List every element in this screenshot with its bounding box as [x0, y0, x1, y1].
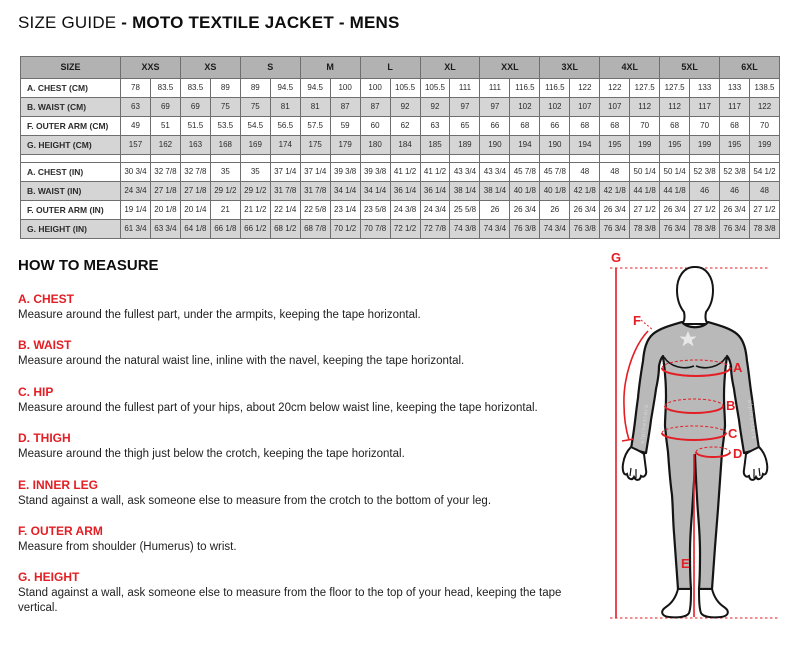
measurement-cell: 122	[600, 79, 630, 98]
measurement-cell: 66	[540, 117, 570, 136]
measurement-cell: 68	[720, 117, 750, 136]
measure-item-label: G. HEIGHT	[18, 570, 80, 585]
measurement-cell: 31 7/8	[300, 182, 330, 201]
table-row-b-waist-in	[21, 182, 780, 201]
measurement-cell: 105.5	[390, 79, 420, 98]
measurement-cell: 133	[690, 79, 720, 98]
measurement-cell: 199	[690, 136, 720, 155]
measurement-cell: 133	[720, 79, 750, 98]
figure-hand-right	[744, 447, 767, 480]
arm-watermark-right: alpinestars	[746, 399, 757, 441]
measurement-cell: 38 1/4	[450, 182, 480, 201]
measurement-cell: 122	[750, 98, 780, 117]
measurement-cell: 70	[690, 117, 720, 136]
measurement-cell: 32 7/8	[180, 163, 210, 182]
measurement-cell: 87	[330, 98, 360, 117]
measurement-cell: 78 3/8	[750, 220, 780, 239]
measurement-cell: 78 3/8	[690, 220, 720, 239]
measurement-cell: 199	[630, 136, 660, 155]
measurement-cell: 72 7/8	[420, 220, 450, 239]
measurement-cell: 111	[480, 79, 510, 98]
spacer-cell	[360, 155, 390, 163]
measure-item-description: Measure from shoulder (Humerus) to wrist.	[18, 540, 237, 553]
size-column-header-xs: XS	[180, 57, 240, 79]
measurement-cell: 190	[480, 136, 510, 155]
measurement-cell: 64 1/8	[180, 220, 210, 239]
measurement-cell: 76 3/4	[720, 220, 750, 239]
measurement-cell: 31 7/8	[270, 182, 300, 201]
measurement-cell: 45 7/8	[540, 163, 570, 182]
row-label-b-waist-in: B. WAIST (IN)	[21, 182, 121, 201]
measurement-cell: 97	[480, 98, 510, 117]
spacer-cell	[330, 155, 360, 163]
marker-c-label: C	[728, 426, 738, 441]
measurement-cell: 27 1/2	[630, 201, 660, 220]
measurement-figure	[600, 240, 800, 642]
spacer-cell	[600, 155, 630, 163]
measurement-cell: 78 3/8	[630, 220, 660, 239]
measurement-cell: 76 3/4	[600, 220, 630, 239]
measurement-cell: 50 1/4	[630, 163, 660, 182]
measurement-cell: 168	[210, 136, 240, 155]
measurement-cell: 20 1/4	[180, 201, 210, 220]
size-guide-table	[20, 56, 780, 239]
measurement-cell: 53.5	[210, 117, 240, 136]
measurement-cell: 29 1/2	[210, 182, 240, 201]
measurement-cell: 94.5	[270, 79, 300, 98]
measurement-cell: 89	[210, 79, 240, 98]
spacer-cell	[21, 155, 121, 163]
measure-item-g-height	[18, 570, 603, 615]
measurement-cell: 68	[600, 117, 630, 136]
measurement-cell: 190	[540, 136, 570, 155]
measure-item-label: D. THIGH	[18, 431, 71, 446]
measurement-cell: 76 3/4	[660, 220, 690, 239]
measurement-cell: 34 1/4	[360, 182, 390, 201]
measurement-cell: 107	[570, 98, 600, 117]
measure-item-e-inner-leg	[18, 478, 603, 508]
measure-item-description: Measure around the fullest part of your hips, about 20cm below waist line, keeping the tape horizontal.	[18, 401, 538, 414]
spacer-cell	[570, 155, 600, 163]
measurement-cell: 127.5	[660, 79, 690, 98]
measurement-cell: 92	[390, 98, 420, 117]
measurement-cell: 74 3/4	[480, 220, 510, 239]
measurement-cell: 66 1/8	[210, 220, 240, 239]
size-column-header-6xl: 6XL	[720, 57, 780, 79]
measurement-cell: 36 1/4	[420, 182, 450, 201]
measurement-cell: 70	[630, 117, 660, 136]
measurement-cell: 94.5	[300, 79, 330, 98]
spacer-cell	[240, 155, 270, 163]
measurement-cell: 199	[750, 136, 780, 155]
measurement-cell: 42 1/8	[570, 182, 600, 201]
spacer-cell	[660, 155, 690, 163]
marker-a-label: A	[733, 360, 743, 375]
marker-f-label: F	[633, 313, 641, 328]
measurement-cell: 117	[720, 98, 750, 117]
measurement-cell: 102	[540, 98, 570, 117]
how-to-measure-section	[18, 257, 603, 631]
measurement-cell: 100	[360, 79, 390, 98]
measure-item-description: Measure around the fullest part, under the armpits, keeping the tape horizontal.	[18, 309, 421, 321]
measurement-cell: 35	[240, 163, 270, 182]
measurement-cell: 112	[630, 98, 660, 117]
measurement-cell: 37 1/4	[300, 163, 330, 182]
measurement-cell: 44 1/8	[630, 182, 660, 201]
spacer-cell	[720, 155, 750, 163]
measurement-cell: 87	[360, 98, 390, 117]
measurement-cell: 102	[510, 98, 540, 117]
measurement-cell: 195	[660, 136, 690, 155]
measurement-cell: 138.5	[750, 79, 780, 98]
measurement-cell: 26 3/4	[570, 201, 600, 220]
measurement-cell: 24 3/4	[420, 201, 450, 220]
measurement-cell: 69	[150, 98, 180, 117]
measurement-cell: 78	[121, 79, 151, 98]
row-label-g-height-in: G. HEIGHT (IN)	[21, 220, 121, 239]
measurement-cell: 46	[690, 182, 720, 201]
measurement-cell: 184	[390, 136, 420, 155]
measurement-cell: 23 5/8	[360, 201, 390, 220]
spacer-cell	[450, 155, 480, 163]
spacer-cell	[270, 155, 300, 163]
measurement-cell: 40 1/8	[540, 182, 570, 201]
size-header-row	[21, 57, 780, 79]
measure-item-description: Stand against a wall, ask someone else to measure from the floor to the top of your head, keeping the tape vertical.	[18, 587, 562, 614]
measurement-cell: 45 7/8	[510, 163, 540, 182]
spacer-cell	[210, 155, 240, 163]
table-spacer-row	[21, 155, 780, 163]
size-column-header-xl: XL	[420, 57, 480, 79]
size-column-header-m: M	[300, 57, 360, 79]
measurement-cell: 56.5	[270, 117, 300, 136]
spacer-cell	[690, 155, 720, 163]
spacer-cell	[480, 155, 510, 163]
row-label-a-chest-in: A. CHEST (IN)	[21, 163, 121, 182]
page-title-main: - MOTO TEXTILE JACKET - MENS	[121, 13, 400, 32]
measurement-cell: 27 1/2	[750, 201, 780, 220]
spacer-cell	[390, 155, 420, 163]
spacer-cell	[750, 155, 780, 163]
measurement-cell: 50 1/4	[660, 163, 690, 182]
measurement-cell: 63 3/4	[150, 220, 180, 239]
measure-item-a-chest	[18, 292, 603, 322]
measurement-cell: 27 1/2	[690, 201, 720, 220]
marker-e-label: E	[681, 556, 690, 571]
measurement-cell: 105.5	[420, 79, 450, 98]
measurement-cell: 51	[150, 117, 180, 136]
measurement-cell: 60	[360, 117, 390, 136]
measurement-cell: 174	[270, 136, 300, 155]
size-corner-header: SIZE	[21, 57, 121, 79]
page-title-prefix: SIZE GUIDE	[18, 13, 122, 32]
measure-item-f-outer-arm	[18, 524, 603, 554]
table-row-a-chest-in	[21, 163, 780, 182]
measurement-cell: 37 1/4	[270, 163, 300, 182]
measurement-cell: 35	[210, 163, 240, 182]
measurement-cell: 68 1/2	[270, 220, 300, 239]
measure-item-label: A. CHEST	[18, 292, 75, 306]
row-label-g-height-cm: G. HEIGHT (CM)	[21, 136, 121, 155]
spacer-cell	[510, 155, 540, 163]
marker-g-label: G	[610, 250, 622, 265]
measurement-cell: 89	[240, 79, 270, 98]
measurement-cell: 195	[600, 136, 630, 155]
measurement-cell: 49	[121, 117, 151, 136]
size-column-header-xxs: XXS	[121, 57, 181, 79]
measure-item-c-hip	[18, 385, 603, 415]
measurement-cell: 70 1/2	[330, 220, 360, 239]
measurement-cell: 26	[540, 201, 570, 220]
table-row-b-waist-cm	[21, 98, 780, 117]
measurement-cell: 44 1/8	[660, 182, 690, 201]
measurement-cell: 52 3/8	[690, 163, 720, 182]
measurement-cell: 48	[570, 163, 600, 182]
measurement-cell: 83.5	[180, 79, 210, 98]
measurement-cell: 70	[750, 117, 780, 136]
measurement-cell: 122	[570, 79, 600, 98]
figure-svg	[600, 240, 800, 642]
measurement-cell: 175	[300, 136, 330, 155]
measurement-cell: 72 1/2	[390, 220, 420, 239]
measurement-cell: 63	[420, 117, 450, 136]
size-column-header-3xl: 3XL	[540, 57, 600, 79]
spacer-cell	[121, 155, 151, 163]
measurement-cell: 81	[300, 98, 330, 117]
measurement-cell: 81	[270, 98, 300, 117]
measurement-cell: 61 3/4	[121, 220, 151, 239]
measurement-cell: 117	[690, 98, 720, 117]
measurement-cell: 163	[180, 136, 210, 155]
measurement-cell: 32 7/8	[150, 163, 180, 182]
size-column-header-s: S	[240, 57, 300, 79]
arm-watermark-left: alpinestars	[640, 403, 651, 445]
measure-item-label: F. OUTER ARM	[18, 523, 103, 538]
measurement-cell: 92	[420, 98, 450, 117]
measurement-cell: 162	[150, 136, 180, 155]
measurement-cell: 70 7/8	[360, 220, 390, 239]
measurement-cell: 54.5	[240, 117, 270, 136]
row-label-f-outer-arm-in: F. OUTER ARM (IN)	[21, 201, 121, 220]
measurement-cell: 194	[570, 136, 600, 155]
measurement-cell: 39 3/8	[330, 163, 360, 182]
measurement-cell: 100	[330, 79, 360, 98]
figure-foot-right	[699, 589, 728, 617]
measure-item-label: C. HIP	[18, 384, 54, 399]
spacer-cell	[300, 155, 330, 163]
measurement-cell: 36 1/4	[390, 182, 420, 201]
measurement-cell: 69	[180, 98, 210, 117]
measurement-cell: 127.5	[630, 79, 660, 98]
measurement-cell: 26 3/4	[600, 201, 630, 220]
measure-item-label: B. WAIST	[18, 338, 72, 353]
measurement-cell: 65	[450, 117, 480, 136]
measurement-cell: 66 1/2	[240, 220, 270, 239]
figure-foot-left	[662, 589, 691, 617]
table-row-a-chest-cm	[21, 79, 780, 98]
measurement-cell: 83.5	[150, 79, 180, 98]
measurement-cell: 43 3/4	[450, 163, 480, 182]
measurement-cell: 22 1/4	[270, 201, 300, 220]
measurement-cell: 76 3/8	[510, 220, 540, 239]
measurement-cell: 38 1/4	[480, 182, 510, 201]
measure-item-b-waist	[18, 338, 603, 368]
measurement-cell: 195	[720, 136, 750, 155]
measure-item-d-thigh	[18, 431, 603, 461]
measurement-cell: 74 3/8	[450, 220, 480, 239]
measurement-cell: 75	[240, 98, 270, 117]
row-label-f-outer-arm-cm: F. OUTER ARM (CM)	[21, 117, 121, 136]
measurement-cell: 57.5	[300, 117, 330, 136]
measurement-cell: 54 1/2	[750, 163, 780, 182]
measurement-cell: 66	[480, 117, 510, 136]
measurement-cell: 68	[570, 117, 600, 136]
measure-item-description: Measure around the natural waist line, inline with the navel, keeping the tape horizontal.	[18, 355, 465, 368]
spacer-cell	[180, 155, 210, 163]
measurement-cell: 68	[660, 117, 690, 136]
size-column-header-5xl: 5XL	[660, 57, 720, 79]
measure-item-description: Measure around the thigh just below the crotch, keeping the tape horizontal.	[18, 448, 405, 461]
measurement-cell: 29 1/2	[240, 182, 270, 201]
table-row-g-height-cm	[21, 136, 780, 155]
measurement-cell: 48	[600, 163, 630, 182]
measurement-cell: 68 7/8	[300, 220, 330, 239]
measurement-cell: 68	[510, 117, 540, 136]
measurement-cell: 75	[210, 98, 240, 117]
figure-head	[677, 267, 713, 324]
measurement-cell: 74 3/4	[540, 220, 570, 239]
measurement-cell: 22 5/8	[300, 201, 330, 220]
measurement-cell: 116.5	[510, 79, 540, 98]
measure-item-label: E. INNER LEG	[18, 477, 99, 492]
measurement-cell: 25 5/8	[450, 201, 480, 220]
table-row-g-height-in	[21, 220, 780, 239]
figure-hand-left	[623, 447, 646, 480]
measurement-cell: 189	[450, 136, 480, 155]
measurement-cell: 34 1/4	[330, 182, 360, 201]
measurement-cell: 30 3/4	[121, 163, 151, 182]
how-to-measure-heading: HOW TO MEASURE	[18, 257, 159, 274]
size-column-header-4xl: 4XL	[600, 57, 660, 79]
measurement-cell: 52 3/8	[720, 163, 750, 182]
table-row-f-outer-arm-cm	[21, 117, 780, 136]
measurement-cell: 76 3/8	[570, 220, 600, 239]
measurement-cell: 185	[420, 136, 450, 155]
measurement-cell: 97	[450, 98, 480, 117]
marker-d-label: D	[733, 446, 743, 461]
measurement-cell: 27 1/8	[150, 182, 180, 201]
measurement-cell: 194	[510, 136, 540, 155]
outer-arm-top-tick	[641, 320, 653, 330]
measurement-cell: 42 1/8	[600, 182, 630, 201]
measurement-cell: 41 1/2	[420, 163, 450, 182]
measurement-cell: 26 3/4	[660, 201, 690, 220]
measurement-cell: 157	[121, 136, 151, 155]
measurement-cell: 41 1/2	[390, 163, 420, 182]
marker-b-label: B	[726, 398, 736, 413]
measurement-cell: 51.5	[180, 117, 210, 136]
measurement-cell: 107	[600, 98, 630, 117]
measurement-cell: 20 1/8	[150, 201, 180, 220]
spacer-cell	[540, 155, 570, 163]
spacer-cell	[150, 155, 180, 163]
measurement-cell: 39 3/8	[360, 163, 390, 182]
measurement-cell: 180	[360, 136, 390, 155]
measurement-cell: 24 3/8	[390, 201, 420, 220]
measurement-cell: 27 1/8	[180, 182, 210, 201]
measurement-cell: 26 3/4	[720, 201, 750, 220]
measurement-cell: 63	[121, 98, 151, 117]
measurement-cell: 40 1/8	[510, 182, 540, 201]
measurement-cell: 179	[330, 136, 360, 155]
measurement-cell: 116.5	[540, 79, 570, 98]
measurement-cell: 21	[210, 201, 240, 220]
measurement-cell: 111	[450, 79, 480, 98]
measurement-cell: 62	[390, 117, 420, 136]
measurement-cell: 112	[660, 98, 690, 117]
measure-item-description: Stand against a wall, ask someone else to measure from the crotch to the bottom of your leg.	[18, 494, 492, 507]
measurement-cell: 59	[330, 117, 360, 136]
page-title	[18, 13, 400, 33]
measurement-cell: 24 3/4	[121, 182, 151, 201]
size-column-header-xxl: XXL	[480, 57, 540, 79]
measurement-cell: 46	[720, 182, 750, 201]
size-column-header-l: L	[360, 57, 420, 79]
measurement-cell: 21 1/2	[240, 201, 270, 220]
measurement-cell: 26	[480, 201, 510, 220]
row-label-a-chest-cm: A. CHEST (CM)	[21, 79, 121, 98]
spacer-cell	[420, 155, 450, 163]
spacer-cell	[630, 155, 660, 163]
measurement-cell: 26 3/4	[510, 201, 540, 220]
table-row-f-outer-arm-in	[21, 201, 780, 220]
measurement-cell: 169	[240, 136, 270, 155]
measurement-cell: 48	[750, 182, 780, 201]
measurement-cell: 43 3/4	[480, 163, 510, 182]
row-label-b-waist-cm: B. WAIST (CM)	[21, 98, 121, 117]
measurement-cell: 23 1/4	[330, 201, 360, 220]
measurement-cell: 19 1/4	[121, 201, 151, 220]
